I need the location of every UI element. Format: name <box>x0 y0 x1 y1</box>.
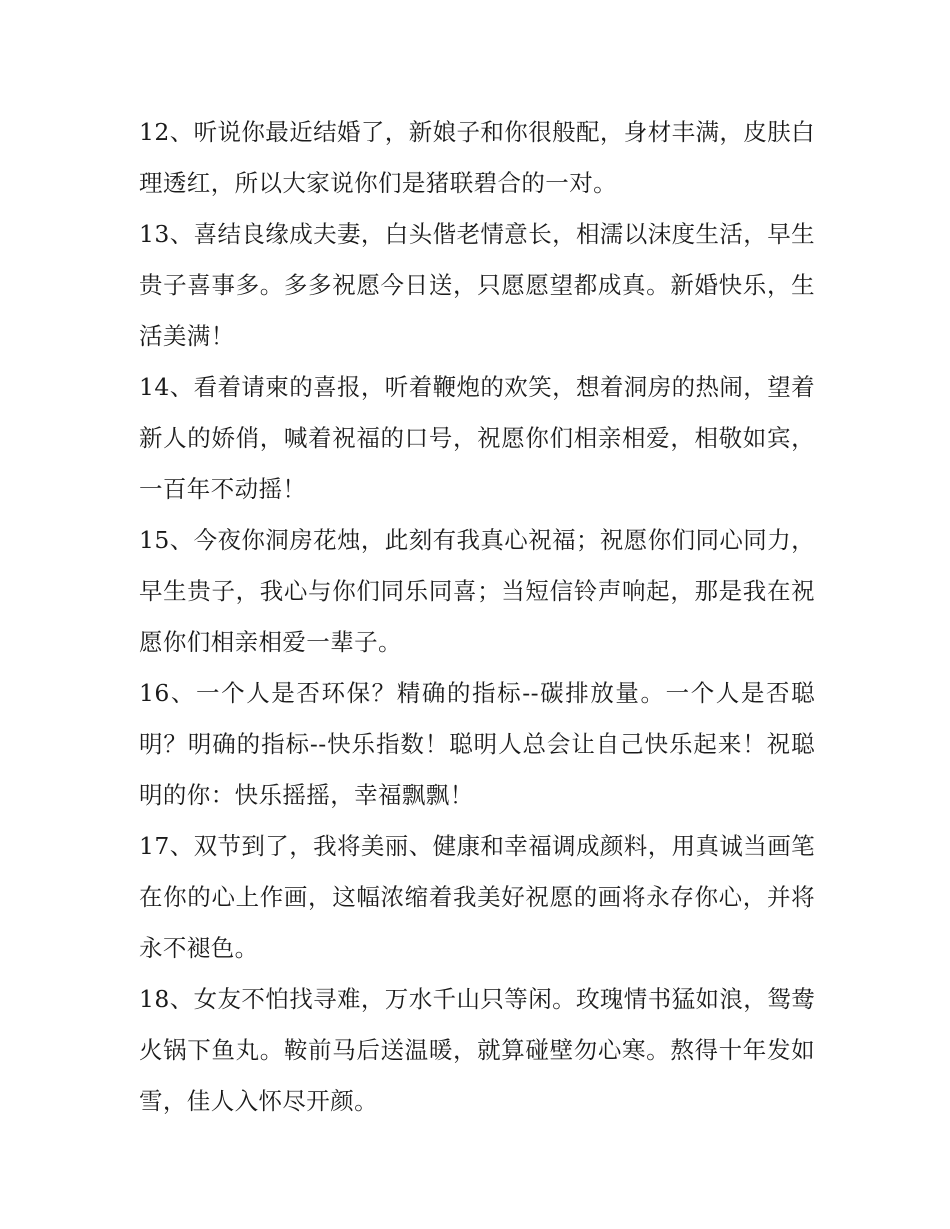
list-item <box>139 515 815 668</box>
item-text: 、看着请柬的喜报，听着鞭炮的欢笑，想着洞房的热闹，望着新人的娇俏，喊着祝福的口号，祝愿你们相亲相爱，相敬如宾，一百年不动摇！ <box>139 373 816 503</box>
item-text: 、双节到了，我将美丽、健康和幸福调成颜料，用真诚当画笔在你的心上作画，这幅浓缩着我美好祝愿的画将永存你心，并将永不褪色。 <box>139 832 816 962</box>
item-number: 15 <box>139 526 170 554</box>
item-number: 14 <box>139 373 170 401</box>
list-item <box>139 107 815 209</box>
list-item <box>139 974 815 1127</box>
document-body <box>139 107 815 1127</box>
list-item <box>139 821 815 974</box>
list-item <box>139 362 815 515</box>
item-number: 18 <box>139 985 170 1013</box>
item-text: 、喜结良缘成夫妻，白头偕老情意长，相濡以沫度生活，早生贵子喜事多。多多祝愿今日送，只愿愿望都成真。新婚快乐，生活美满！ <box>139 220 816 350</box>
item-number: 16 <box>139 679 170 707</box>
item-number: 12 <box>139 118 170 146</box>
list-item <box>139 209 815 362</box>
item-text: 、一个人是否环保？精确的指标--碳排放量。一个人是否聪明？明确的指标--快乐指数！聪明人总会让自己快乐起来！祝聪明的你：快乐摇摇，幸福飘飘！ <box>139 679 815 809</box>
item-text: 、听说你最近结婚了，新娘子和你很般配，身材丰满，皮肤白理透红，所以大家说你们是猪联碧合的一对。 <box>139 118 816 197</box>
item-text: 、女友不怕找寻难，万水千山只等闲。玫瑰情书猛如浪，鸳鸯火锅下鱼丸。鞍前马后送温暖，就算碰壁勿心寒。熬得十年发如雪，佳人入怀尽开颜。 <box>139 985 816 1115</box>
list-item <box>139 668 815 821</box>
item-number: 13 <box>139 220 170 248</box>
item-text: 、今夜你洞房花烛，此刻有我真心祝福；祝愿你们同心同力，早生贵子，我心与你们同乐同喜；当短信铃声响起，那是我在祝愿你们相亲相爱一辈子。 <box>139 526 816 656</box>
item-number: 17 <box>139 832 170 860</box>
